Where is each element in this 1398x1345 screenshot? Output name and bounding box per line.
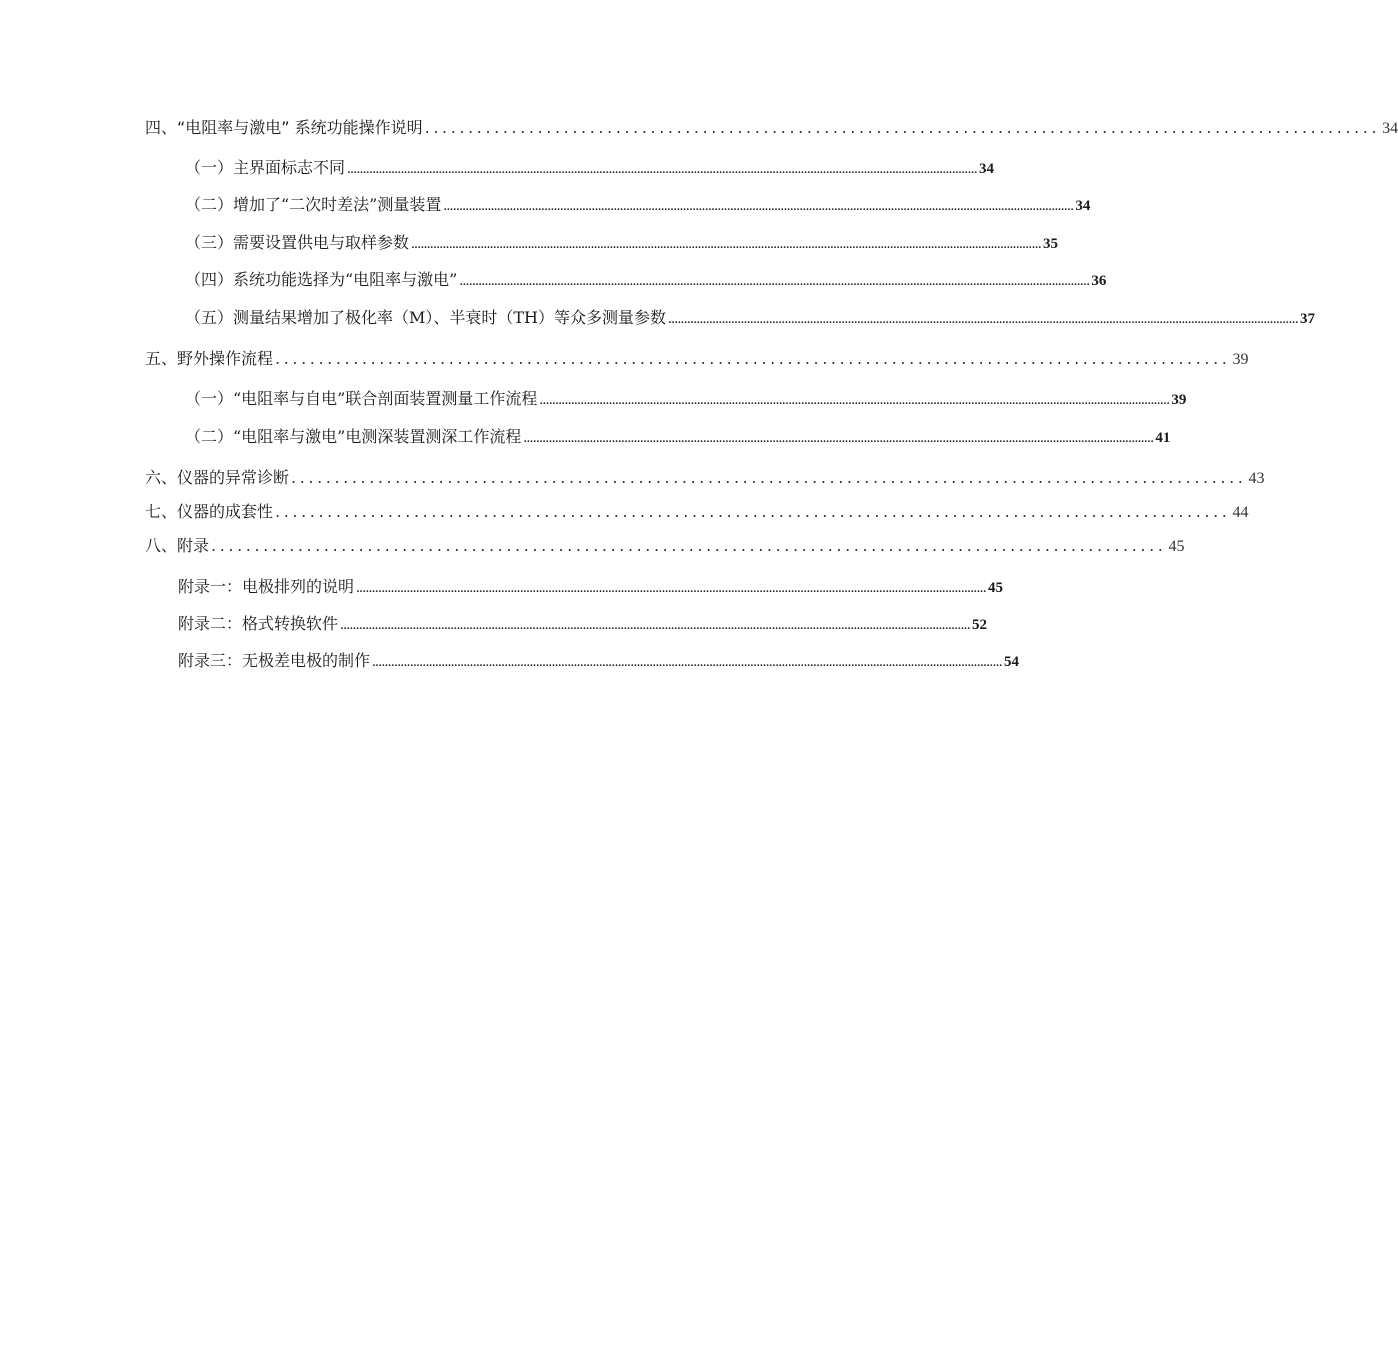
toc-item bbox=[0, 575, 1004, 603]
toc-item bbox=[0, 649, 1020, 677]
dot-leader: ........................................................................................................................................................................................................ bbox=[539, 392, 1170, 408]
toc-section-4 bbox=[0, 116, 1398, 144]
toc-item bbox=[0, 387, 1187, 415]
toc-page-number: 41 bbox=[1155, 430, 1171, 446]
toc-label: （二）“电阻率与激电”电测深装置测深工作流程 bbox=[185, 427, 522, 446]
toc-label: （一）“电阻率与自电”联合剖面装置测量工作流程 bbox=[185, 389, 538, 408]
dot-leader: ........................................................................................................................................................................................................ bbox=[347, 161, 978, 177]
dot-leader: .............................................................................................................. bbox=[424, 118, 1381, 137]
toc-label: 八、附录 bbox=[145, 536, 210, 555]
toc-item bbox=[0, 268, 1107, 296]
toc-label: 附录三：无极差电极的制作 bbox=[178, 651, 371, 670]
toc-section-5 bbox=[0, 347, 1249, 375]
toc-label: 五、野外操作流程 bbox=[145, 349, 274, 368]
toc-item bbox=[0, 231, 1059, 259]
toc-page-number: 36 bbox=[1091, 273, 1107, 289]
toc-label: 六、仪器的异常诊断 bbox=[145, 468, 290, 487]
dot-leader: .............................................................................................................. bbox=[211, 536, 1167, 555]
toc-item bbox=[0, 193, 1091, 221]
toc-label: 附录一：电极排列的说明 bbox=[178, 577, 355, 596]
dot-leader: ........................................................................................................................................................................................................ bbox=[340, 617, 971, 633]
dot-leader: ........................................................................................................................................................................................................ bbox=[668, 311, 1299, 327]
toc-page-number: 52 bbox=[972, 617, 988, 633]
toc-page-number: 34 bbox=[1382, 120, 1398, 137]
toc-label: （二）增加了“二次时差法”测量装置 bbox=[185, 195, 442, 214]
toc-page-number: 39 bbox=[1171, 392, 1187, 408]
toc-item bbox=[0, 156, 995, 184]
toc-item bbox=[0, 425, 1171, 453]
toc-item bbox=[0, 612, 988, 640]
toc-section-8 bbox=[0, 534, 1185, 562]
dot-leader: ........................................................................................................................................................................................................ bbox=[459, 273, 1090, 289]
dot-leader: .............................................................................................................. bbox=[275, 502, 1231, 521]
toc-label: （四）系统功能选择为“电阻率与激电” bbox=[185, 270, 458, 289]
toc-label: （三）需要设置供电与取样参数 bbox=[185, 233, 410, 252]
dot-leader: .............................................................................................................. bbox=[291, 468, 1247, 487]
dot-leader: ........................................................................................................................................................................................................ bbox=[443, 198, 1074, 214]
toc-page-number: 35 bbox=[1043, 236, 1059, 252]
toc-page-number: 45 bbox=[1168, 538, 1185, 555]
toc-section-7 bbox=[0, 500, 1249, 528]
toc-label: （一）主界面标志不同 bbox=[185, 158, 346, 177]
dot-leader: ........................................................................................................................................................................................................ bbox=[411, 236, 1042, 252]
dot-leader: ........................................................................................................................................................................................................ bbox=[372, 654, 1003, 670]
toc-page-number: 34 bbox=[1075, 198, 1091, 214]
toc-page-number: 44 bbox=[1232, 504, 1249, 521]
toc-page-number: 45 bbox=[988, 580, 1004, 596]
toc-label: 附录二：格式转换软件 bbox=[178, 614, 339, 633]
toc-page-number: 43 bbox=[1248, 470, 1265, 487]
dot-leader: ........................................................................................................................................................................................................ bbox=[356, 580, 987, 596]
toc-section-6 bbox=[0, 466, 1265, 494]
toc-item bbox=[0, 306, 1316, 334]
toc-page-number: 39 bbox=[1232, 351, 1249, 368]
toc-page-number: 37 bbox=[1300, 311, 1316, 327]
toc-label: （五）测量结果增加了极化率（M）、半衰时（TH）等众多测量参数 bbox=[185, 308, 667, 327]
dot-leader: ........................................................................................................................................................................................................ bbox=[523, 430, 1154, 446]
toc-label: 四、“电阻率与激电” 系统功能操作说明 bbox=[145, 118, 423, 137]
toc-page-number: 34 bbox=[979, 161, 995, 177]
toc-label: 七、仪器的成套性 bbox=[145, 502, 274, 521]
toc-page-number: 54 bbox=[1004, 654, 1020, 670]
dot-leader: .............................................................................................................. bbox=[275, 349, 1231, 368]
